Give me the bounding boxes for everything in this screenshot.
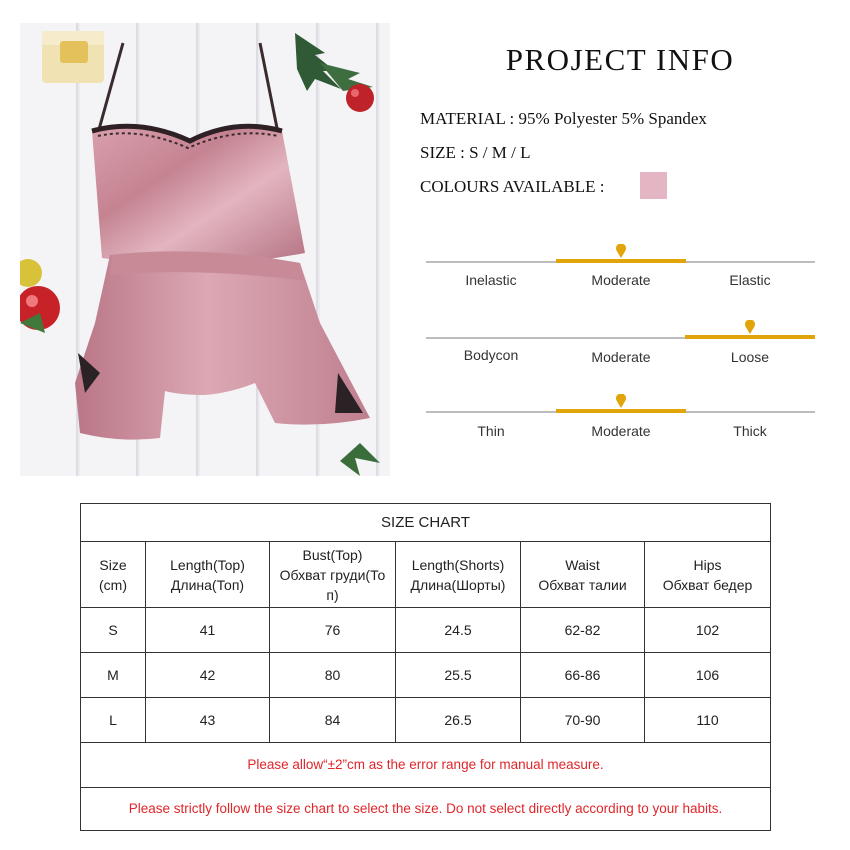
table-cell: 66-86 [521,653,645,698]
table-cell: S [81,608,146,653]
size-info: SIZE : S / M / L [420,143,531,162]
column-header: Size (cm) [81,542,146,608]
table-cell: 102 [645,608,771,653]
column-header: Bust(Top) Обхват груди(То п) [270,542,396,608]
table-cell: 42 [146,653,270,698]
table-cell: 70-90 [521,698,645,743]
project-info-title: PROJECT INFO [505,42,735,77]
scale-label: Loose [730,349,770,365]
shorts [75,251,370,439]
size-chart-title: SIZE CHART [81,504,771,542]
material-info: MATERIAL : 95% Polyester 5% Spandex [420,109,707,128]
table-row [81,608,771,653]
table-cell: 43 [146,698,270,743]
table-cell: 110 [645,698,771,743]
scale-label: Moderate [591,349,651,365]
table-row [81,653,771,698]
table-cell: L [81,698,146,743]
table-row [81,698,771,743]
product-photo [20,23,390,476]
column-header: Waist Обхват талии [521,542,645,608]
table-cell: 24.5 [396,608,521,653]
selected-marker-icon [615,394,627,408]
table-cell: 76 [270,608,396,653]
colours-available-label: COLOURS AVAILABLE : [420,177,605,196]
table-cell: 106 [645,653,771,698]
selected-marker-icon [744,320,756,334]
ornaments-decoration [20,259,60,333]
scale-label: Thick [733,423,767,439]
pine-branch-decoration [295,33,374,112]
gift-box-decoration [42,31,104,83]
table-cell: 80 [270,653,396,698]
thickness-scale [426,393,815,439]
fit-scale [426,319,815,365]
scale-label: Bodycon [463,347,519,363]
table-cell: 26.5 [396,698,521,743]
measurement-error-note: Please allow“±2”cm as the error range for manual measure. [81,743,771,788]
selected-marker-icon [615,244,627,258]
size-selection-note: Please strictly follow the size chart to select the size. Do not select directly according to your habits. [81,788,771,831]
scale-label: Moderate [591,423,651,439]
size-chart-table [80,503,771,831]
scale-label: Thin [477,423,505,439]
column-header: Hips Обхват бедер [645,542,771,608]
table-cell: 41 [146,608,270,653]
scale-label: Elastic [729,272,771,288]
table-cell: 25.5 [396,653,521,698]
camisole [92,126,305,264]
elasticity-scale [426,243,815,288]
scale-label: Inelastic [465,272,517,288]
column-header: Length(Top) Длина(Топ) [146,542,270,608]
scale-label: Moderate [591,272,651,288]
table-cell: 84 [270,698,396,743]
table-cell: 62-82 [521,608,645,653]
column-header: Length(Shorts) Длина(Шорты) [396,542,521,608]
table-cell: M [81,653,146,698]
colour-swatch [640,172,667,199]
